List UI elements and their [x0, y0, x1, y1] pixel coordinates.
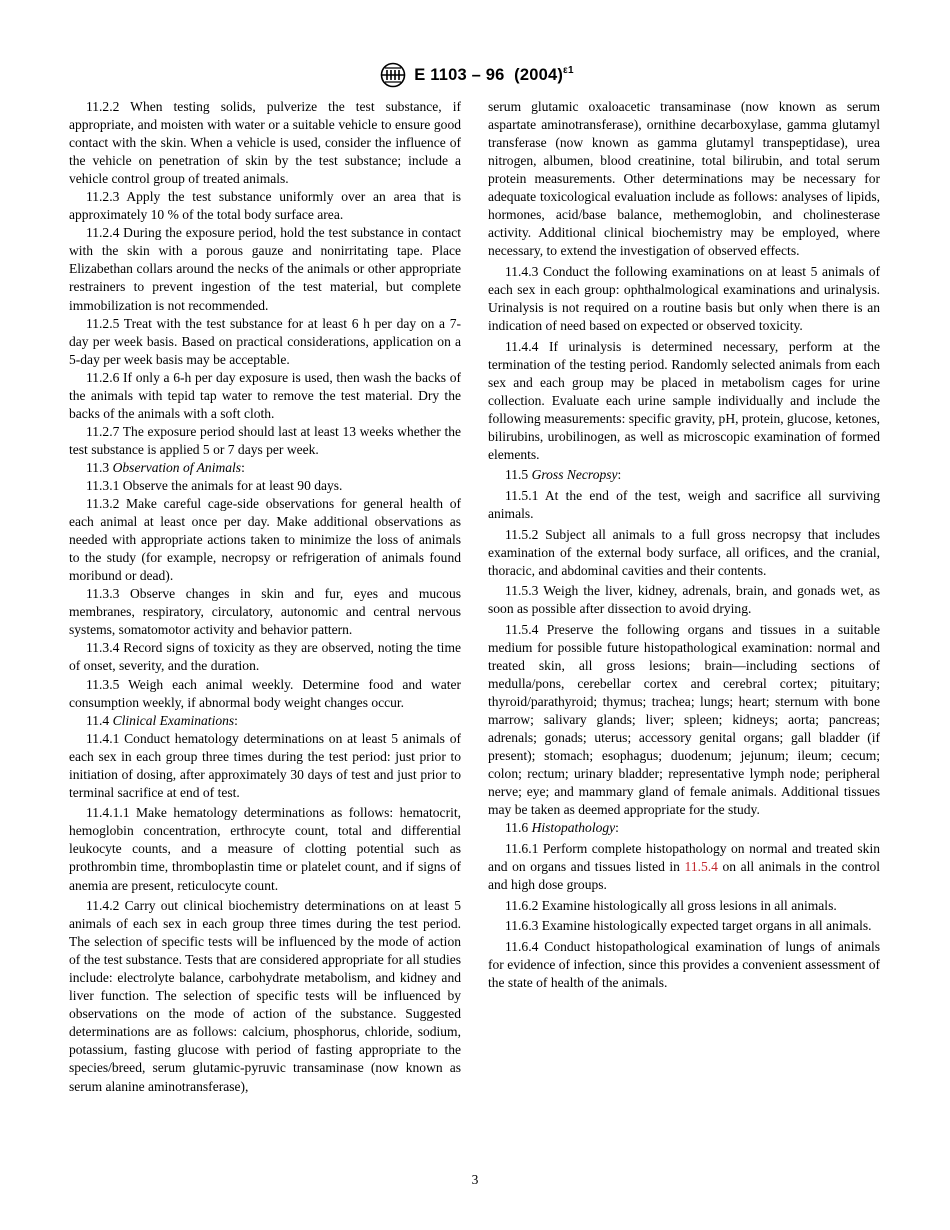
section-number: 11.4 — [86, 712, 110, 728]
right-column — [488, 98, 880, 992]
section-number: 11.3 — [86, 459, 110, 475]
section-number: 11.6 — [505, 820, 529, 836]
left-column — [69, 98, 461, 1096]
cross-reference-link-11-5-4[interactable]: 11.5.4 — [684, 858, 718, 874]
section-heading-11-4: 11.4 Clinical Examinations: — [86, 712, 238, 728]
paragraph-11-2-3: 11.2.3 Apply the test substance uniformly over an area that is approximately 10 % of the total body surface area. — [69, 189, 461, 223]
section-heading-11-6: 11.6 Histopathology: — [505, 820, 619, 836]
section-title: Observation of Animals — [112, 459, 242, 475]
paragraph-11-5-1: 11.5.1 At the end of the test, weigh and sacrifice all surviving animals. — [488, 487, 880, 522]
paragraph-11-4-3: 11.4.3 Conduct the following examinations on at least 5 animals of each sex in each group: ophthalmological examinations and urinalysis. Urinalysis is not required on a routine basis but only when there is an indication of need based on expected or observed toxicity. — [488, 263, 880, 334]
section-heading-11-5: 11.5 Gross Necropsy: — [505, 467, 622, 483]
section-title: Clinical Examinations — [112, 712, 235, 728]
paragraph-11-6-3: 11.6.3 Examine histologically expected target organs in all animals. — [505, 918, 872, 934]
paragraph-11-3-4: 11.3.4 Record signs of toxicity as they are observed, noting the time of onset, severity, and the duration. — [69, 640, 461, 674]
section-title: Gross Necropsy — [531, 467, 618, 483]
paragraph-11-6-1 — [488, 840, 880, 894]
paragraph-11-4-2: 11.4.2 Carry out clinical biochemistry determinations on at least 5 animals of each sex in each group three times during the test period. The selection of specific tests will be influenced by the mode of action of the test substance. Tests that are considered appropriate for all studies include: electrolyte balance, carbohydrate metabolism, and kidney and liver function. The selection of specific tests will be influenced by observations on the mode of action of the substance. Suggested determinations are as follows: calcium, phosphorus, chloride, sodium, potassium, fasting glucose with period of fasting appropriate to the species/breed, serum glutamic-pyruvic transaminase (now known as serum alanine aminotransferase), — [69, 898, 461, 1094]
designation-superscript: ε1 — [563, 65, 574, 76]
paragraph-11-4-2-continued: serum glutamic oxaloacetic transaminase (now known as serum aspartate aminotransferase), ornithine decarboxylase, gamma glutamyl transferase (now known as gamma glutamyl transpeptidase), urea nitrogen, albumen, blood creatinine, total bilirubin, and total serum protein measurements. Other determinations may be necessary for adequate toxicological evaluation include as follows: analyses of lipids, hormones, acid/base balance, methemoglobin, and cholinesterase activity. Additional clinical biochemistry may be employed, where necessary, to extend the investigation of observed effects. — [488, 99, 880, 259]
header-inner — [376, 62, 574, 88]
paragraph-11-3-3: 11.3.3 Observe changes in skin and fur, eyes and mucous membranes, respiratory, circulatory, autonomic and central nervous systems, somatomotor activity and behavior pattern. — [69, 586, 461, 638]
paragraph-11-2-7: 11.2.7 The exposure period should last at least 13 weeks whether the test substance is applied 5 or 7 days per week. — [69, 423, 461, 457]
paragraph-11-5-2: 11.5.2 Subject all animals to a full gross necropsy that includes examination of the external body surface, all orifices, and the cranial, thoracic, and abdominal cavities and their contents. — [488, 526, 880, 578]
page-header — [0, 62, 950, 88]
paragraph-11-6-2: 11.6.2 Examine histologically all gross lesions in all animals. — [505, 897, 837, 913]
paragraph-11-2-6: 11.2.6 If only a 6-h per day exposure is used, then wash the backs of the animals with tepid tap water to remove the test material. Dry the backs of the animals with a soft cloth. — [69, 369, 461, 421]
section-title: Histopathology — [531, 820, 616, 836]
paragraph-11-4-4: 11.4.4 If urinalysis is determined necessary, perform at the termination of the testing period. Randomly selected animals from each sex and each group may be placed in metabolism cages for urine collection. Evaluate each urine sample individually and include the following measurements: specific gravity, pH, protein, glucose, ketones, bilirubins, urobilinogen, as well as microscopic examination of formed elements. — [488, 338, 880, 462]
paragraph-text: 11.6.1 Perform complete histopathology on normal and treated skin and on organs and tissues listed in — [488, 840, 880, 874]
paragraph-11-3-5: 11.3.5 Weigh each animal weekly. Determine food and water consumption weekly, if abnormal body weight changes occur. — [69, 676, 461, 710]
section-number: 11.5 — [505, 467, 529, 483]
paragraph-11-2-2: 11.2.2 When testing solids, pulverize the test substance, if appropriate, and moisten with water or a suitable vehicle to ensure good contact with the skin. When a vehicle is used, consider the influence of the vehicle on penetration of skin by the test substance; include a vehicle control group of treated animals. — [69, 99, 461, 187]
paragraph-11-4-1: 11.4.1 Conduct hematology determinations on at least 5 animals of each sex in each group three times during the test period: just prior to initiation of dosing, after approximately 30 days of test and just prior to terminal sacrifice at end of test. — [69, 730, 461, 800]
paragraph-11-2-5: 11.2.5 Treat with the test substance for at least 6 h per day on a 7-day per week basis. Based on practical considerations, application on a 5-day per week basis may be acceptable. — [69, 315, 461, 367]
paragraph-11-3-2: 11.3.2 Make careful cage-side observations for general health of each animal at least once per day. Make additional observations as needed with appropriate actions taken to minimize the loss of animals to the study (for example, necropsy or refrigeration of animals found moribund or dead). — [69, 496, 461, 584]
astm-logo-icon — [376, 62, 410, 88]
paragraph-11-6-4: 11.6.4 Conduct histopathological examination of lungs of animals for evidence of infection, since this provides a convenient assessment of the state of health of the animals. — [488, 938, 880, 990]
paragraph-11-5-3: 11.5.3 Weigh the liver, kidney, adrenals, brain, and gonads wet, as soon as possible after dissection to avoid drying. — [488, 583, 880, 617]
section-heading-11-3: 11.3 Observation of Animals: — [86, 459, 245, 475]
paragraph-11-5-4: 11.5.4 Preserve the following organs and tissues in a suitable medium for possible future histopathological examination: normal and treated skin, all gross lesions; brain—including sections of medulla/pons, cerebellar cortex and cerebral cortex; pituitary; thyroid/parathyroid; thymus; trachea; lungs; heart; sternum with bone marrow; salivary glands; liver; spleen; kidneys; aorta; pancreas; adrenals; gonads; uterus; accessory genital organs; gall bladder (if present); stomach; esophagus; duodenum; jejunum; ileum; cecum; colon; rectum; urinary bladder; representative lymph node; peripheral nerve; eye; and mammary gland of female animals. Additional tissues may be taken as deemed appropriate for the study. — [488, 621, 880, 818]
paragraph-11-3-1: 11.3.1 Observe the animals for at least 90 days. — [86, 477, 343, 493]
designation-main: E 1103 – 96 — [414, 66, 505, 84]
designation-year: (2004) — [514, 66, 564, 84]
page-number: 3 — [471, 1172, 479, 1187]
document-designation — [414, 65, 574, 85]
paragraph-11-2-4: 11.2.4 During the exposure period, hold the test substance in contact with the skin with a porous gauze and nonirritating tape. Place Elizabethan collars around the necks of the animals or other appropriate restrainers to prevent ingestion of the test material, but complete immobilization is not recommended. — [69, 225, 461, 313]
paragraph-11-4-1-1: 11.4.1.1 Make hematology determinations as follows: hematocrit, hemoglobin concentration, erthrocyte count, total and differential leukocyte counts, and a measure of clotting potential such as prothrombin time, thromboplastin time or platelet count, and if signs of anemia are present, reticulocyte count. — [69, 805, 461, 893]
paragraph-text: on all animals in the control and high dose groups. — [488, 858, 881, 892]
